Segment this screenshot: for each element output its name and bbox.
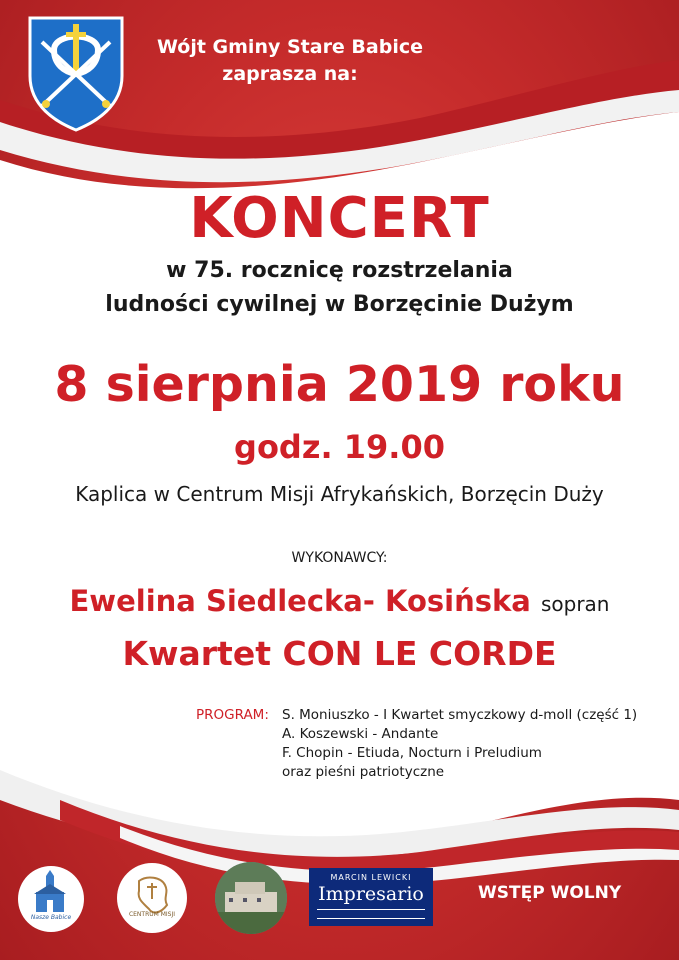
babice-logo-text: Nasze Babice: [30, 914, 72, 921]
event-date: 8 sierpnia 2019 roku: [54, 356, 625, 413]
program-item: oraz pieśni patriotyczne: [282, 764, 445, 780]
program-item: S. Moniuszko - I Kwartet smyczkowy d-moll (część 1): [282, 707, 638, 723]
building-photo-icon: [215, 862, 287, 934]
impresario-logo-icon: [309, 868, 433, 926]
header-text: [120, 34, 460, 88]
soloist-voice: sopran: [540, 592, 610, 616]
centrum-logo-text: CENTRUM MISJI: [128, 911, 176, 918]
header-line2: zaprasza na:: [222, 63, 358, 85]
event-time: godz. 19.00: [234, 428, 445, 466]
program-label: PROGRAM:: [196, 707, 269, 723]
ensemble-name: Kwartet CON LE CORDE: [122, 634, 557, 673]
impresario-top-text: MARCIN LEWICKI: [330, 873, 412, 882]
free-entry-text: WSTĘP WOLNY: [478, 883, 622, 903]
event-subtitle-line1: w 75. rocznicę rozstrzelania: [166, 258, 513, 283]
program-item: A. Koszewski - Andante: [282, 726, 439, 742]
performers-label: WYKONAWCY:: [291, 550, 388, 566]
soloist: [0, 584, 679, 618]
church-logo-icon: [18, 866, 84, 932]
program-list: [282, 706, 637, 782]
coat-of-arms-icon: [24, 14, 128, 132]
header-line1: Wójt Gminy Stare Babice: [157, 36, 423, 58]
music-staff-icon: [317, 909, 425, 919]
event-subtitle-line2: ludności cywilnej w Borzęcinie Dużym: [105, 292, 574, 317]
soloist-name: Ewelina Siedlecka- Kosińska: [69, 584, 531, 618]
event-title: KONCERT: [189, 186, 490, 251]
centrum-misji-logo-icon: [117, 863, 187, 933]
event-place: Kaplica w Centrum Misji Afrykańskich, Borzęcin Duży: [75, 482, 604, 506]
impresario-main-text: Impresario: [318, 883, 424, 905]
program-item: F. Chopin - Etiuda, Nocturn i Preludium: [282, 745, 542, 761]
